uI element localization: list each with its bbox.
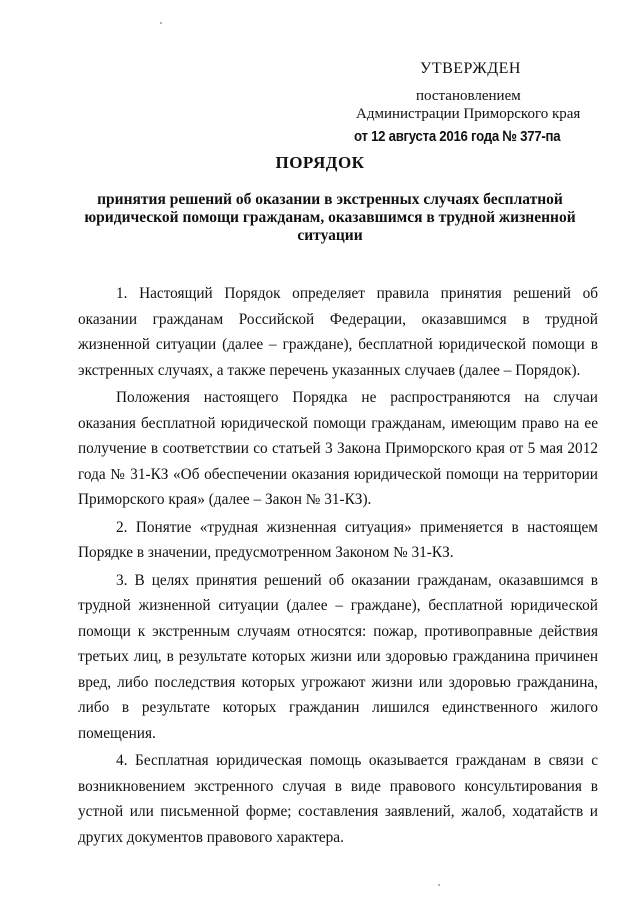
paragraph-1-continued: Положения настоящего Порядка не распространяются на случаи оказания бесплатной юридической помощи гражданам, имеющим право на ее получение в соответствии со статьей 3 Закона Приморского края от 5 мая 2012 года № 31-КЗ «Об обеспечении оказания юридической помощи на территории Приморского края» (далее – Закон № 31-КЗ). <box>78 389 598 508</box>
scan-artifact <box>438 884 440 886</box>
paragraph-2: 2. Понятие «трудная жизненная ситуация» применяется в настоящем Порядке в значении, предусмотренном Законом № 31-КЗ. <box>78 518 598 561</box>
document-title: ПОРЯДОК <box>275 153 365 172</box>
paragraph-1: 1. Настоящий Порядок определяет правила принятия решений об оказании гражданам Российской Федерации, оказавшимся в трудной жизненной ситуации (далее – граждане), бесплатной юридической помощи в экстренных случаях, а также перечень указанных случаев (далее – Порядок). <box>78 285 598 379</box>
approval-date-number: от 12 августа 2016 года № 377-па <box>354 128 561 145</box>
document-subtitle: принятия решений об оказании в экстренных случаях бесплатной юридической помощи гражданам, оказавшимся в трудной жизненной ситуации <box>84 191 576 244</box>
document-body <box>78 281 598 850</box>
paragraph-4: 4. Бесплатная юридическая помощь оказывается гражданам в связи с возникновением экстренного случая в виде правового консультирования в устной или письменной форме; составления заявлений, жалоб, ходатайств и других документов правового характера. <box>78 752 598 846</box>
approval-line-decree: постановлением <box>416 88 521 104</box>
paragraph-3: 3. В целях принятия решений об оказании гражданам, оказавшимся в трудной жизненной ситуации (далее – граждане), бесплатной юридической помощи к экстренным случаям относятся: пожар, противоправные действия третьих лиц, в результате которых жизни или здоровью гражданина причинен вред, либо последствия которых угрожают жизни или здоровью гражданина, либо в результате которых гражданин лишился единственного жилого помещения. <box>78 571 598 742</box>
approval-line-administration: Администрации Приморского края <box>356 106 581 122</box>
scan-artifact <box>160 22 162 24</box>
approval-title: УТВЕРЖДЕН <box>420 60 521 77</box>
